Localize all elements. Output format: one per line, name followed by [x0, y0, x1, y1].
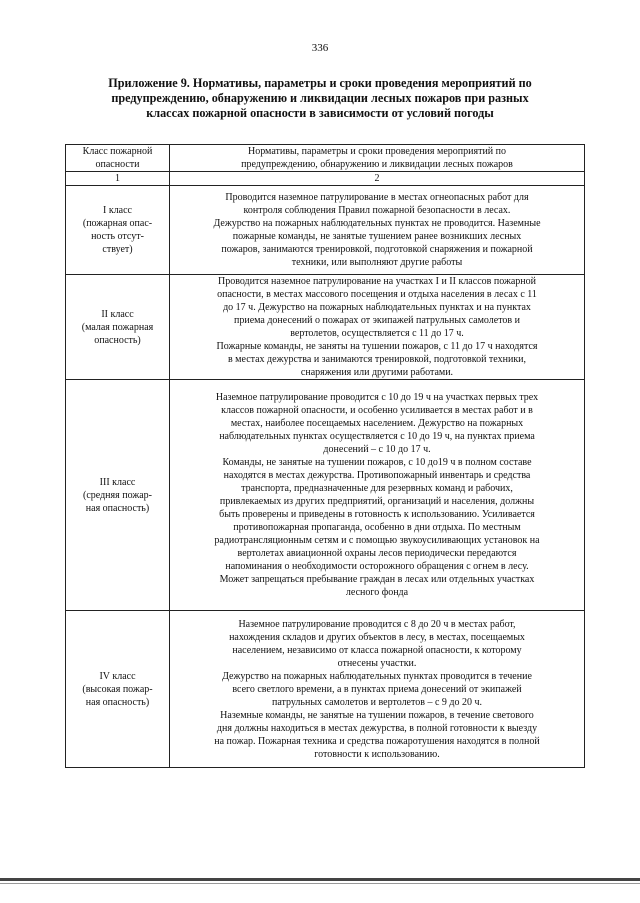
- norms-line: вертолетах авиационной охраны лесов периодически передаются: [237, 548, 517, 559]
- norms-line: Наземные команды, не занятые на тушении пожаров, в течение светового: [220, 709, 534, 721]
- norms-line: вертолетов, осуществляется с 11 до 17 ч.: [290, 328, 464, 339]
- norms-line: Наземное патрулирование проводится с 8 до 20 ч в местах работ,: [238, 618, 516, 630]
- class-label: ность отсут-: [91, 231, 144, 242]
- norms-line: Дежурство на пожарных наблюдательных пунктах не проводится. Наземные: [213, 218, 541, 229]
- class-label: ствует): [102, 244, 133, 255]
- class-label: ная опасность): [85, 696, 150, 708]
- norms-line: находятся в местах дежурства. Противопожарный инвентарь и средства: [223, 470, 531, 481]
- norms-line: на пожар. Пожарная техника и средства пожаротушения находятся в полной: [214, 735, 540, 747]
- class-label: ная опасность): [85, 502, 150, 514]
- title-line: классах пожарной опасности в зависимости от условий погоды: [146, 106, 494, 120]
- class-label: I класс: [103, 205, 132, 216]
- norms-line: дня должны находиться в местах дежурства, в полной готовности к выезду: [216, 722, 538, 734]
- norms-line: приема донесений о пожарах от экипажей патрульных самолетов и: [233, 315, 520, 326]
- norms-line: готовности к использованию.: [314, 748, 440, 760]
- norms-line: транспорта, предназначенные для резервных команд и рабочих,: [241, 483, 513, 494]
- class-cell: [66, 275, 170, 380]
- norms-cell: [170, 275, 585, 380]
- page-number: 336: [311, 42, 329, 54]
- header-text: предупреждению, обнаружению и ликвидации лесных пожаров: [241, 159, 513, 170]
- column-number: 1: [66, 172, 170, 186]
- norms-line: Пожарные команды, не заняты на тушении пожаров, с 11 до 17 ч находятся: [216, 341, 538, 352]
- fire-danger-norms-table: [65, 144, 585, 768]
- appendix-title: [60, 76, 580, 121]
- norms-line: Может запрещаться пребывание граждан в лесах или отдельных участках: [219, 574, 535, 585]
- class-cell: [66, 380, 170, 611]
- norms-line: радиотрансляционным сетям и с помощью звукоусиливающих установок на: [214, 535, 540, 546]
- norms-line: всего светлого времени, а в пунктах приема донесений от экипажей: [232, 683, 522, 695]
- norms-cell: [170, 611, 585, 768]
- table-header-row: [66, 145, 585, 172]
- norms-line: отнесены участки.: [337, 657, 417, 669]
- norms-line: Проводится наземное патрулирование на участках I и II классов пожарной: [217, 276, 537, 287]
- norms-line: быть проверены и приведены в готовность к использованию. Усиливается: [219, 509, 535, 520]
- norms-line: донесений – с 10 до 17 ч.: [323, 444, 431, 455]
- norms-line: опасности, в местах массового посещения и отдыха населения в лесах с 11: [217, 289, 537, 300]
- norms-line: привлекаемых из других предприятий, организаций и населения, должны: [219, 496, 535, 507]
- norms-line: патрульных самолетов и вертолетов – с 9 до 20 ч.: [271, 696, 483, 708]
- norms-line: наблюдательных пунктах осуществляется с 10 до 19 ч, на пунктах приема: [219, 431, 535, 442]
- header-text: Нормативы, параметры и сроки проведения мероприятий по: [247, 146, 507, 157]
- norms-line: Проводится наземное патрулирование в местах огнеопасных работ для: [225, 192, 529, 203]
- norms-line: техники, или выполняют другие работы: [291, 257, 463, 268]
- norms-line: Наземное патрулирование проводится с 10 до 19 ч на участках первых трех: [215, 392, 539, 403]
- class-label: (высокая пожар-: [82, 683, 153, 695]
- header-class-cell: [66, 145, 170, 172]
- norms-cell: [170, 186, 585, 275]
- title-line: предупреждению, обнаружению и ликвидации лесных пожаров при разных: [111, 91, 529, 105]
- scan-edge-line: [0, 883, 640, 884]
- norms-line: населением, независимо от класса пожарной опасности, к которому: [232, 644, 522, 656]
- header-text: Класс пожарной: [82, 146, 153, 157]
- norms-line: в местах дежурства и занимаются тренировкой, подготовкой техники,: [227, 354, 527, 365]
- norms-line: до 17 ч. Дежурство на пожарных наблюдательных пунктах и на пунктах: [223, 302, 531, 313]
- norms-line: контроля соблюдения Правил пожарной безопасности в лесах.: [243, 205, 511, 216]
- column-number: 2: [170, 172, 585, 186]
- norms-cell: [170, 380, 585, 611]
- norms-line: Команды, не занятые на тушении пожаров, с 10 до19 ч в полном составе: [222, 457, 532, 468]
- class-label: (средняя пожар-: [83, 489, 152, 501]
- header-text: опасности: [95, 159, 140, 170]
- norms-line: снаряжения или другими работами.: [300, 367, 454, 378]
- norms-line: пожаров, занимаются тренировкой, подготовкой снаряжения и пожарной: [221, 244, 533, 255]
- table-row: [66, 275, 585, 380]
- norms-line: нахождения складов и других объектов в лесу, в местах, посещаемых: [229, 631, 525, 643]
- class-label: III класс: [99, 476, 136, 488]
- norms-line: Дежурство на пожарных наблюдательных пунктах проводится в течение: [222, 670, 532, 682]
- class-cell: [66, 611, 170, 768]
- table-row: [66, 611, 585, 768]
- norms-line: классов пожарной опасности, и особенно усиливается в местах работ и в: [221, 405, 533, 416]
- class-label: (пожарная опас-: [82, 218, 153, 229]
- title-line: Приложение 9. Нормативы, параметры и сроки проведения мероприятий по: [108, 76, 532, 90]
- class-label: (малая пожарная: [81, 321, 154, 333]
- norms-line: противопожарная пропаганда, особенно в дни отдыха. По местным: [233, 522, 521, 533]
- scan-edge-line: [0, 878, 640, 881]
- column-number-row: [66, 172, 585, 186]
- class-cell: [66, 186, 170, 275]
- class-label: IV класс: [99, 670, 136, 682]
- norms-line: пожарные команды, не занятые тушением ранее возникших лесных: [232, 231, 522, 242]
- table-row: [66, 186, 585, 275]
- header-norms-cell: [170, 145, 585, 172]
- class-label: II класс: [101, 308, 134, 320]
- table-row: [66, 380, 585, 611]
- norms-line: местах, наиболее посещаемых населением. Дежурство на пожарных: [230, 418, 524, 429]
- norms-line: лесного фонда: [345, 587, 409, 598]
- norms-line: напоминания о необходимости осторожного обращения с огнем в лесу.: [225, 561, 529, 572]
- class-label: опасность): [94, 334, 141, 346]
